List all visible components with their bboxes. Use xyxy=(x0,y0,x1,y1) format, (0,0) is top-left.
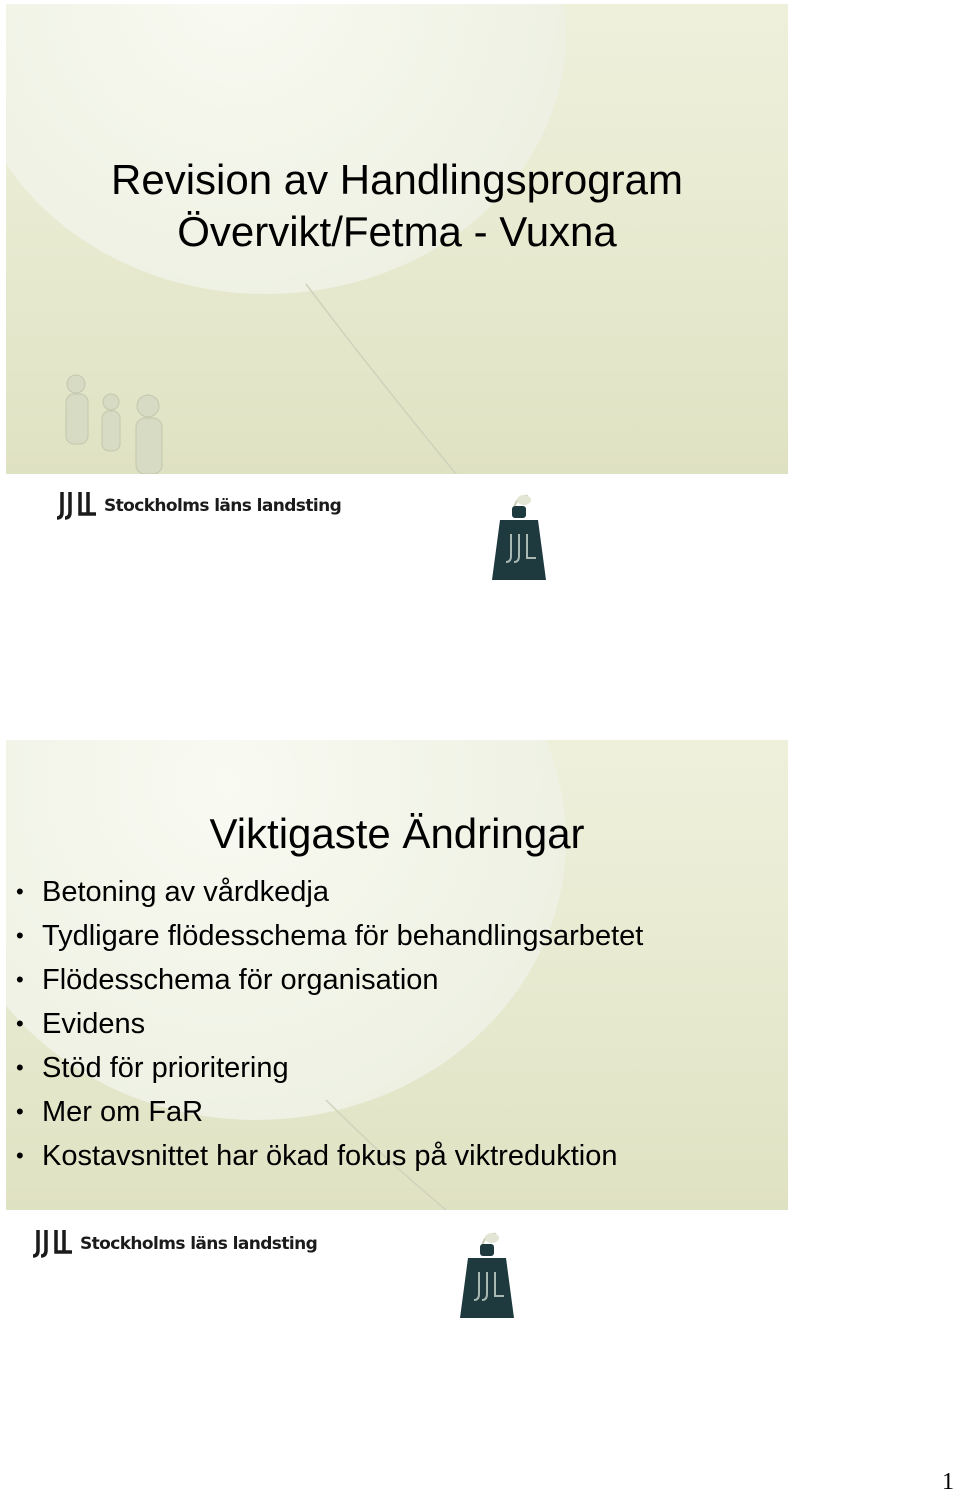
title-line-2: Övervikt/Fetma - Vuxna xyxy=(177,208,617,255)
slide-2-title: Viktigaste Ändringar xyxy=(209,810,585,857)
bullet-item: • Mer om FaR xyxy=(14,1090,643,1134)
logo-text: Stockholms läns landsting xyxy=(104,496,342,516)
logo-slide-2 xyxy=(32,1228,317,1260)
people-illustration xyxy=(36,364,236,474)
logo-text: Stockholms läns landsting xyxy=(80,1234,318,1254)
bullet-item: • Flödesschema för organisation xyxy=(14,958,643,1002)
slide-1 xyxy=(6,4,788,474)
slide-2 xyxy=(6,740,788,1210)
bullet-item: • Stöd för prioritering xyxy=(14,1046,643,1090)
sll-logo-icon xyxy=(56,490,100,522)
bullet-item: • Tydligare flödesschema för behandlingsarbetet xyxy=(14,914,643,958)
page-number: 1 xyxy=(942,1469,954,1495)
bullet-item: • Evidens xyxy=(14,1002,643,1046)
slide-1-title xyxy=(6,154,788,258)
bullet-list xyxy=(14,870,643,1178)
weight-icon xyxy=(484,486,554,586)
weight-icon xyxy=(452,1224,522,1324)
sll-logo-icon xyxy=(32,1228,76,1260)
logo-slide-1 xyxy=(56,490,341,522)
title-line-1: Revision av Handlingsprogram xyxy=(111,156,683,203)
bullet-item: • Betoning av vårdkedja xyxy=(14,870,643,914)
bullet-item: • Kostavsnittet har ökad fokus på viktreduktion xyxy=(14,1134,643,1178)
